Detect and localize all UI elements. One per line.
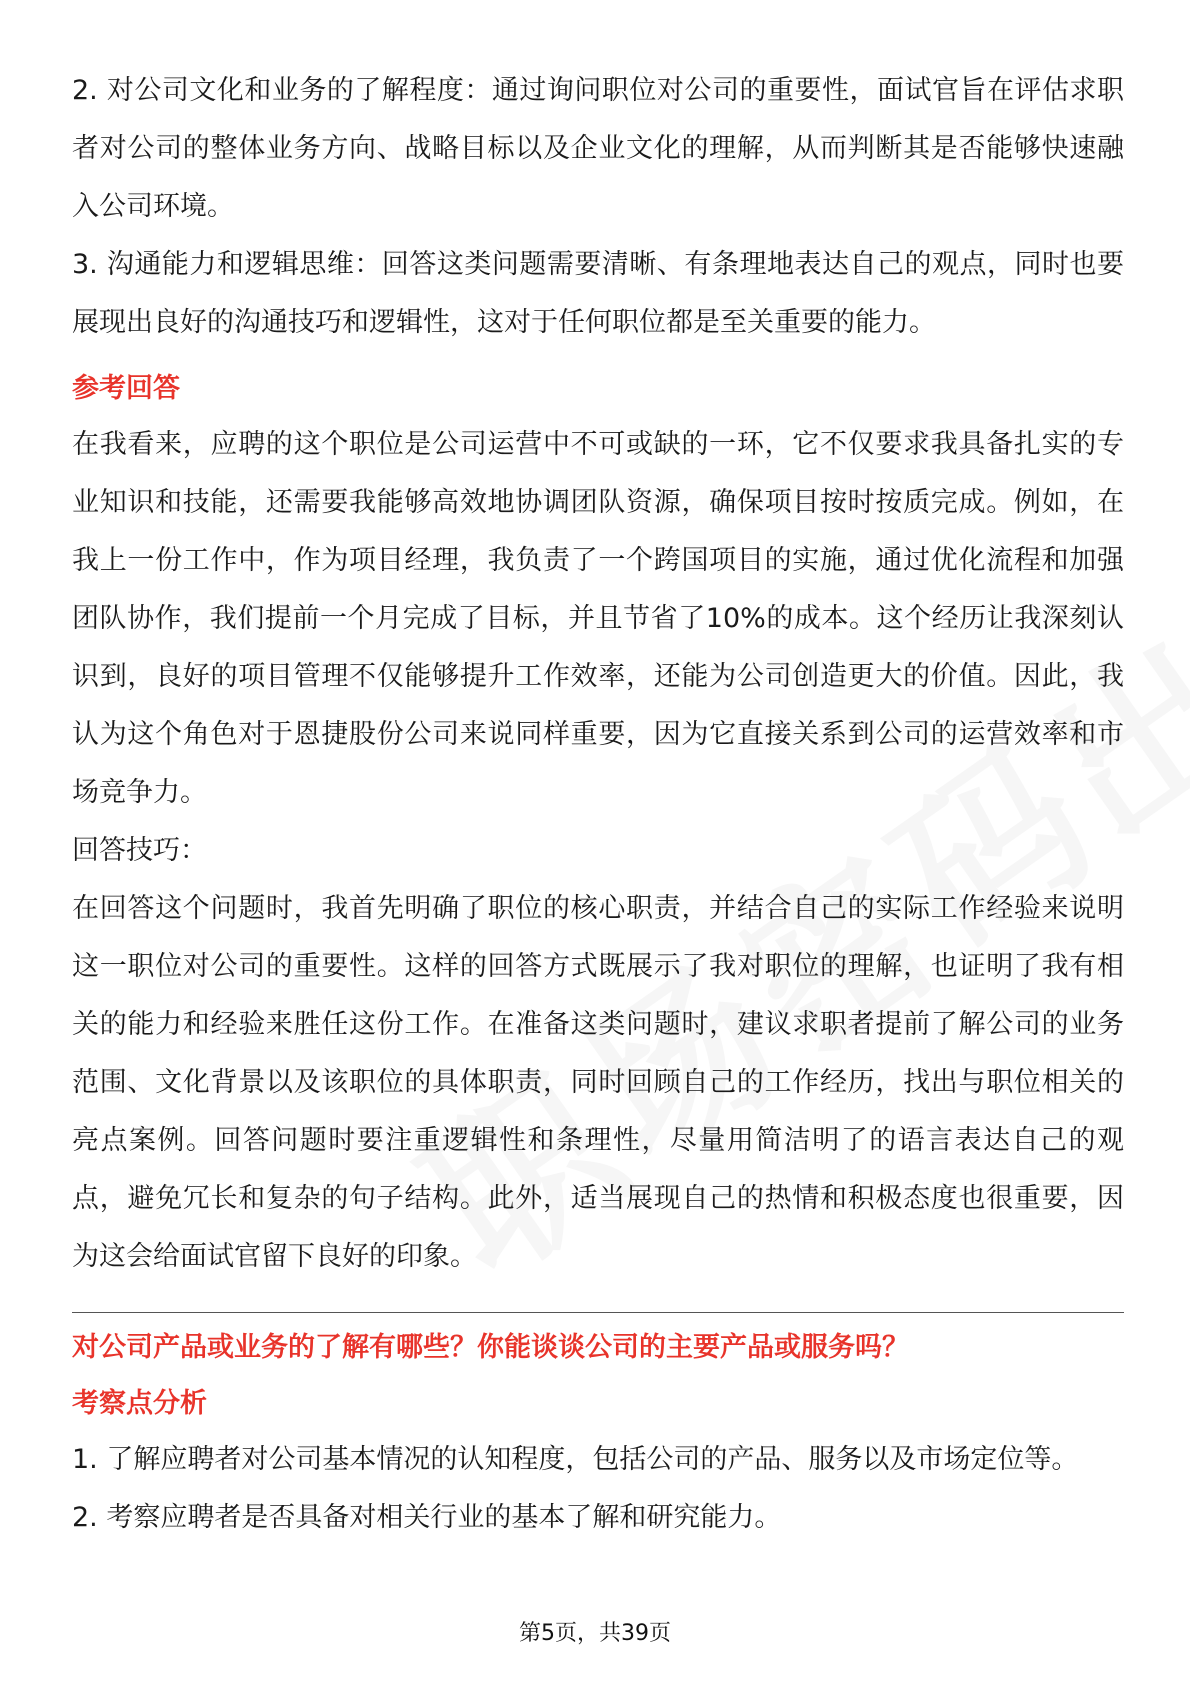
analysis-point-1: 1. 了解应聘者对公司基本情况的认知程度，包括公司的产品、服务以及市场定位等。 xyxy=(72,1444,1079,1475)
reference-answer-heading: 参考回答 xyxy=(72,373,180,404)
answer-tips-label: 回答技巧： xyxy=(72,835,207,866)
point-3-paragraph: 3. 沟通能力和逻辑思维：回答这类问题需要清晰、有条理地表达自己的观点，同时也要展现出良好的沟通技巧和逻辑性，这对于任何职位都是至关重要的能力。 xyxy=(72,249,1124,338)
point-2-paragraph: 2. 对公司文化和业务的了解程度：通过询问职位对公司的重要性，面试官旨在评估求职者对公司的整体业务方向、战略目标以及企业文化的理解，从而判断其是否能够快速融入公司环境。 xyxy=(72,75,1124,222)
page-number: 第5页，共39页 xyxy=(519,1621,671,1646)
analysis-heading: 考察点分析 xyxy=(72,1388,207,1419)
section-divider xyxy=(72,1312,1124,1313)
question-heading: 对公司产品或业务的了解有哪些？你能谈谈公司的主要产品或服务吗？ xyxy=(72,1332,909,1363)
answer-tips-paragraph: 在回答这个问题时，我首先明确了职位的核心职责，并结合自己的实际工作经验来说明这一职位对公司的重要性。这样的回答方式既展示了我对职位的理解，也证明了我有相关的能力和经验来胜任这份工作。在准备这类问题时，建议求职者提前了解公司的业务范围、文化背景以及该职位的具体职责，同时回顾自己的工作经历，找出与职位相关的亮点案例。回答问题时要注重逻辑性和条理性，尽量用简洁明了的语言表达自己的观点，避免冗长和复杂的句子结构。此外，适当展现自己的热情和积极态度也很重要，因为这会给面试官留下良好的印象。 xyxy=(72,893,1124,1272)
analysis-point-2: 2. 考察应聘者是否具备对相关行业的基本了解和研究能力。 xyxy=(72,1502,782,1533)
document-page xyxy=(72,62,1124,1547)
reference-answer-paragraph: 在我看来，应聘的这个职位是公司运营中不可或缺的一环，它不仅要求我具备扎实的专业知识和技能，还需要我能够高效地协调团队资源，确保项目按时按质完成。例如，在我上一份工作中，作为项目经理，我负责了一个跨国项目的实施，通过优化流程和加强团队协作，我们提前一个月完成了目标，并且节省了10%的成本。这个经历让我深刻认识到，良好的项目管理不仅能够提升工作效率，还能为公司创造更大的价值。因此，我认为这个角色对于恩捷股份公司来说同样重要，因为它直接关系到公司的运营效率和市场竞争力。 xyxy=(72,429,1124,808)
